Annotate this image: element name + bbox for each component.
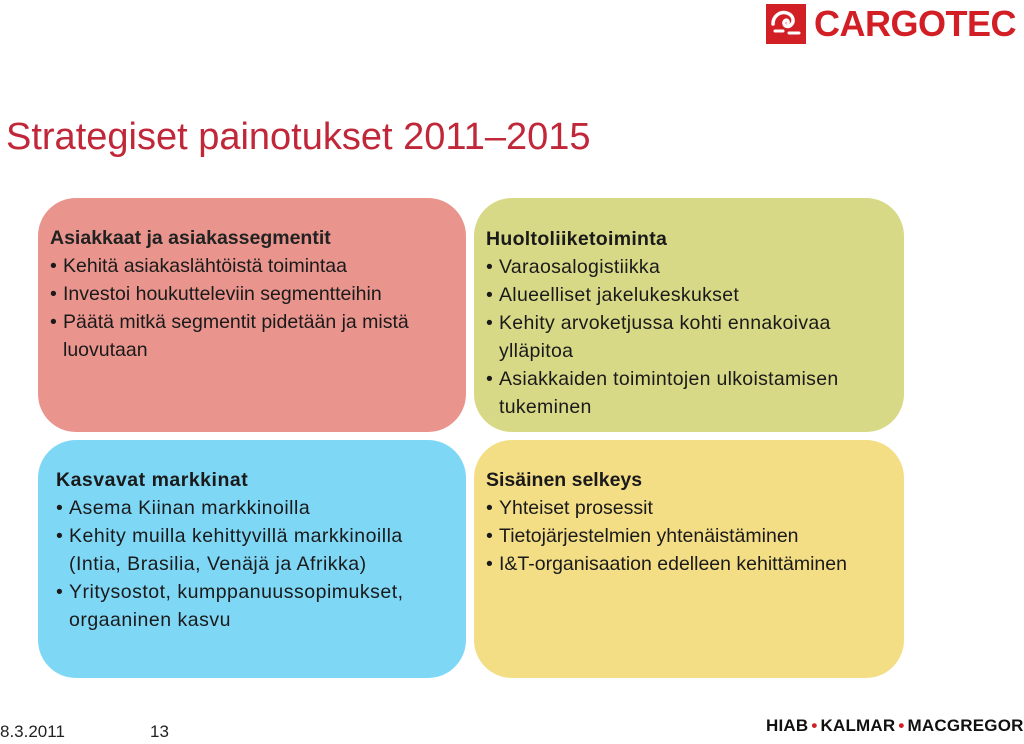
list-item: • I&T-organisaation edelleen kehittäminen [486,550,892,578]
list-item: • Kehitä asiakaslähtöistä toimintaa [50,252,452,280]
brand-hiab: HIAB [766,716,809,735]
logo-text: CARGOTEC [814,3,1016,44]
box-heading: Kasvavat markkinat [56,469,249,491]
brand-separator-icon: • [898,716,905,735]
box-heading: Huoltoliiketoiminta [486,228,668,250]
slide-title: Strategiset painotukset 2011–2015 [6,116,591,158]
cargotec-logo [766,2,1016,46]
brand-kalmar: KALMAR [820,716,896,735]
bullet-list [486,494,892,578]
internal-clarity-box [474,440,904,678]
page-number: 13 [150,722,169,741]
footer-date: 8.3.2011 [0,722,65,741]
list-item: • Investoi houkutteleviin segmentteihin [50,280,452,308]
brand-separator-icon: • [811,716,818,735]
list-item: • Kehity arvoketjussa kohti ennakoivaa ylläpitoa [486,309,892,365]
list-item: • Päätä mitkä segmentit pidetään ja mistä luovutaan [50,308,452,364]
list-item: • Tietojärjestelmien yhtenäistäminen [486,522,892,550]
customers-box [38,198,466,432]
list-item: • Asiakkaiden toimintojen ulkoistamisen tukeminen [486,365,892,421]
brand-macgregor: MACGREGOR [907,716,1024,735]
bullet-list [486,253,892,421]
list-item: • Varaosalogistiikka [486,253,892,281]
list-item: • Alueelliset jakelukeskukset [486,281,892,309]
cargotec-logo-icon [766,4,806,44]
list-item: • Kehity muilla kehittyvillä markkinoilla (Intia, Brasilia, Venäjä ja Afrikka) [56,522,452,578]
list-item: • Yhteiset prosessit [486,494,892,522]
box-heading: Asiakkaat ja asiakassegmentit [50,227,331,249]
bullet-list [50,252,452,364]
growing-markets-box [38,440,466,678]
box-heading: Sisäinen selkeys [486,469,643,491]
list-item: • Yritysostot, kumppanuussopimukset, orgaaninen kasvu [56,578,452,634]
brand-names [766,716,1024,736]
service-business-box [474,198,904,432]
list-item: • Asema Kiinan markkinoilla [56,494,452,522]
bullet-list [56,494,452,634]
